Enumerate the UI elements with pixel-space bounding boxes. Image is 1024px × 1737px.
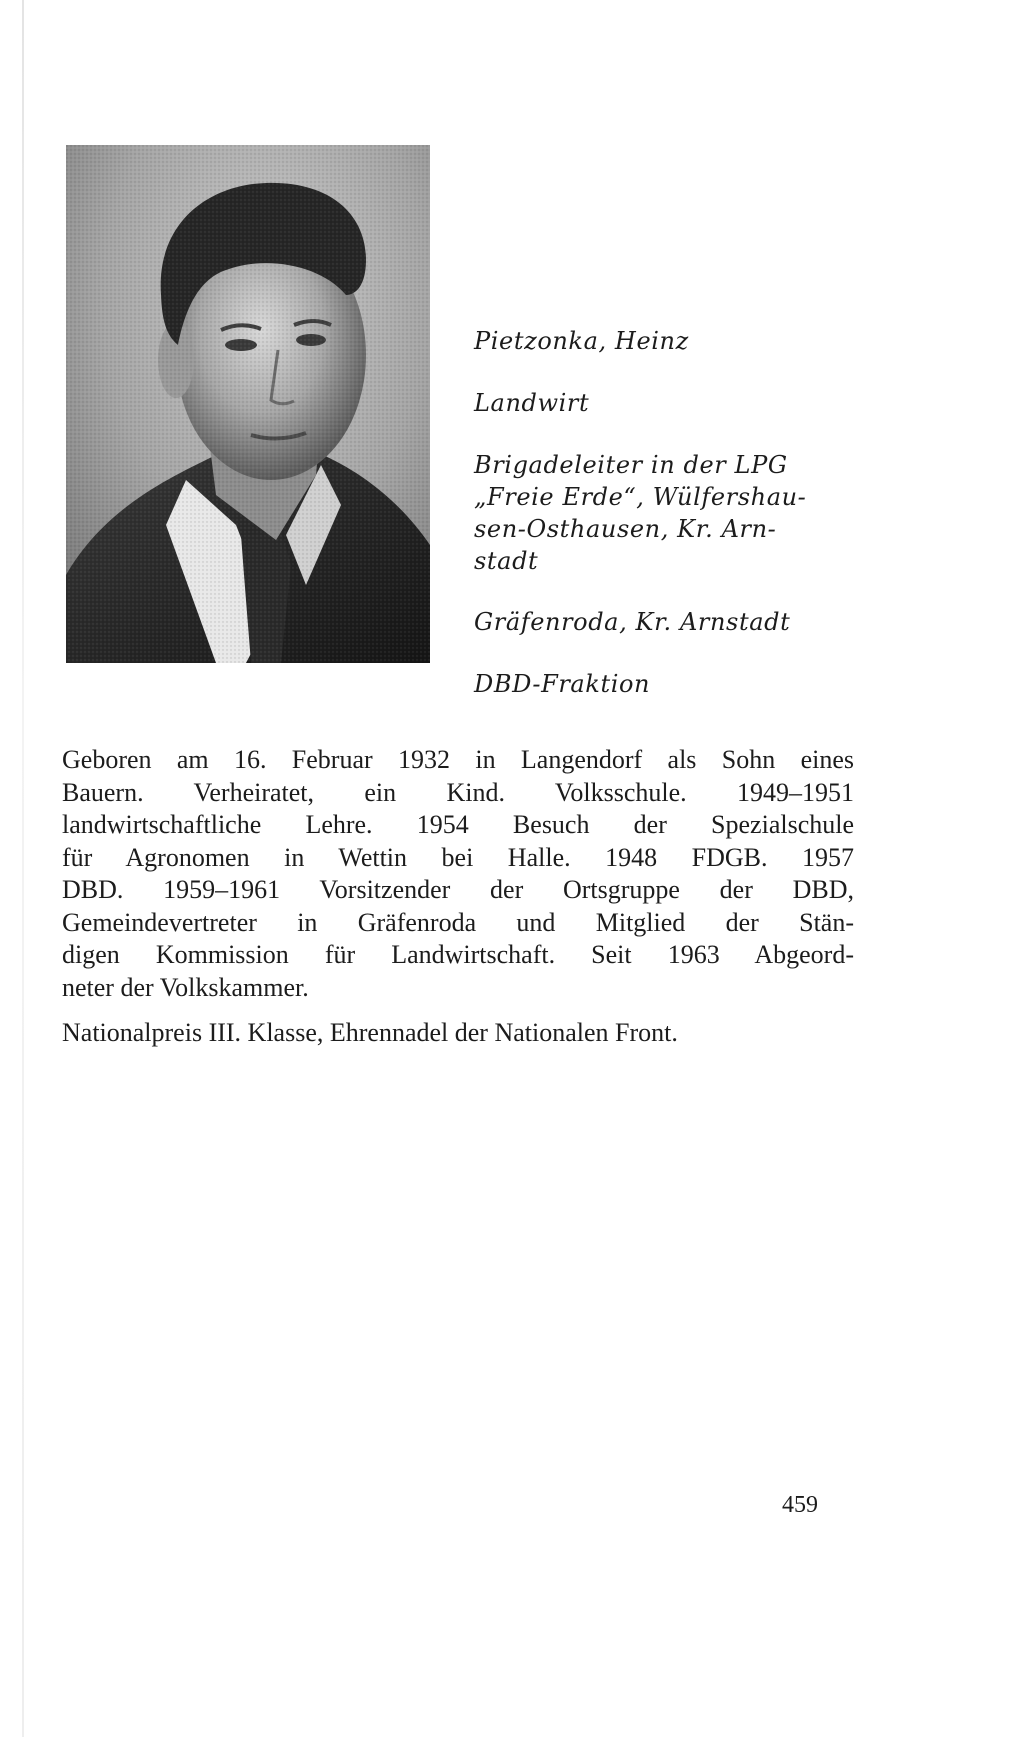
portrait-photo: [66, 145, 430, 663]
profession: Landwirt: [474, 389, 590, 417]
page-number: 459: [782, 1492, 818, 1518]
page-binding-edge: [22, 0, 24, 1737]
position-line: sen-Osthausen, Kr. Arn-: [474, 515, 777, 543]
biography-line: landwirtschaftliche Lehre. 1954 Besuch der Spezialschule: [62, 810, 854, 839]
awards: Nationalpreis III. Klasse, Ehrennadel der Nationalen Front.: [62, 1018, 678, 1047]
biography-line: Geboren am 16. Februar 1932 in Langendorf als Sohn eines: [62, 745, 854, 774]
position-description: [474, 449, 854, 577]
biography-line: für Agronomen in Wettin bei Halle. 1948 FDGB. 1957: [62, 842, 854, 872]
caption-block: [474, 325, 854, 700]
position-line: „Freie Erde“, Wülfershau-: [474, 483, 807, 511]
biography: [62, 744, 854, 1004]
biography-line: Bauern. Verheiratet, ein Kind. Volksschule. 1949–1951: [62, 777, 854, 807]
position-line: stadt: [474, 547, 539, 575]
biography-line: digen Kommission für Landwirtschaft. Seit 1963 Abgeord-: [62, 940, 854, 969]
position-line: Brigadeleiter in der LPG: [474, 451, 788, 479]
biography-line: Gemeindevertreter in Gräfenroda und Mitglied der Stän-: [62, 907, 854, 937]
biography-line: DBD. 1959–1961 Vorsitzender der Ortsgruppe der DBD,: [62, 875, 854, 904]
person-name: Pietzonka, Heinz: [474, 327, 689, 355]
biography-line: neter der Volkskammer.: [62, 972, 309, 1002]
residence: Gräfenroda, Kr. Arnstadt: [474, 608, 791, 636]
faction: DBD-Fraktion: [474, 670, 651, 698]
